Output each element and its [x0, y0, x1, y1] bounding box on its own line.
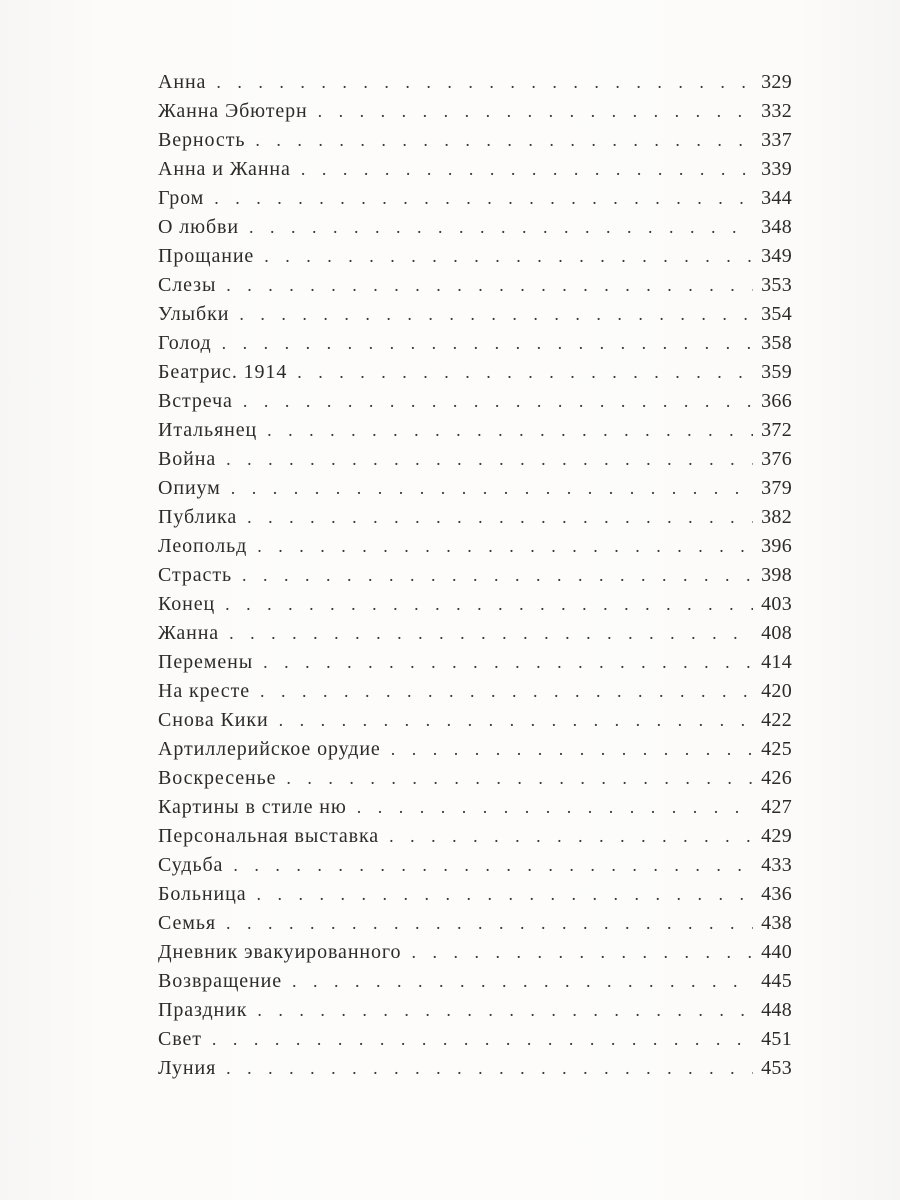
toc-entry — [158, 1054, 792, 1083]
toc-entry — [158, 242, 792, 271]
toc-entry-page-number: 453 — [761, 1057, 792, 1079]
toc-entry-page-number: 420 — [761, 680, 792, 702]
toc-entry-page-number: 445 — [761, 970, 792, 992]
toc-entry-page-number: 337 — [761, 129, 792, 151]
table-of-contents — [158, 68, 792, 1083]
toc-entry — [158, 503, 792, 532]
toc-entry-page-number: 427 — [761, 796, 792, 818]
toc-entry-title: Беатрис. 1914 — [158, 361, 288, 383]
toc-entry-title: Дневник эвакуированного — [158, 941, 402, 963]
toc-entry-title: Жанна Эбютерн — [158, 100, 308, 122]
toc-entry — [158, 793, 792, 822]
toc-entry-title: Война — [158, 448, 217, 470]
toc-entry-page-number: 344 — [761, 187, 792, 209]
toc-entry — [158, 184, 792, 213]
toc-entry — [158, 387, 792, 416]
toc-entry-title: Картины в стиле ню — [158, 796, 347, 818]
toc-entry-page-number: 396 — [761, 535, 792, 557]
toc-entry-title: Воскресенье — [158, 767, 277, 789]
dot-leader — [249, 213, 753, 242]
toc-entry-title: Конец — [158, 593, 216, 615]
toc-entry-page-number: 440 — [761, 941, 792, 963]
toc-entry-title: Возвращение — [158, 970, 283, 992]
dot-leader — [214, 184, 753, 213]
toc-entry-page-number: 438 — [761, 912, 792, 934]
toc-entry-page-number: 353 — [761, 274, 792, 296]
toc-entry-page-number: 433 — [761, 854, 792, 876]
toc-entry — [158, 880, 792, 909]
toc-entry — [158, 474, 792, 503]
toc-entry-page-number: 429 — [761, 825, 792, 847]
dot-leader — [257, 996, 753, 1025]
dot-leader — [260, 677, 753, 706]
toc-entry — [158, 155, 792, 184]
dot-leader — [297, 358, 753, 387]
dot-leader — [357, 793, 753, 822]
toc-entry-title: Улыбки — [158, 303, 230, 325]
dot-leader — [391, 735, 753, 764]
dot-leader — [225, 590, 753, 619]
toc-entry-title: Анна — [158, 71, 207, 93]
toc-entry — [158, 561, 792, 590]
toc-entry-title: Персональная выставка — [158, 825, 380, 847]
dot-leader — [216, 68, 753, 97]
dot-leader — [267, 416, 753, 445]
toc-entry-title: Итальянец — [158, 419, 258, 441]
toc-entry — [158, 213, 792, 242]
toc-entry — [158, 1025, 792, 1054]
toc-entry-page-number: 426 — [761, 767, 792, 789]
toc-entry-title: Снова Кики — [158, 709, 269, 731]
toc-entry-title: Встреча — [158, 390, 233, 412]
toc-entry-title: Прощание — [158, 245, 255, 267]
toc-entry-page-number: 332 — [761, 100, 792, 122]
toc-entry-page-number: 348 — [761, 216, 792, 238]
toc-entry-title: Артиллерийское орудие — [158, 738, 381, 760]
toc-entry-title: Страсть — [158, 564, 232, 586]
toc-entry-page-number: 448 — [761, 999, 792, 1021]
toc-entry — [158, 967, 792, 996]
toc-entry-page-number: 408 — [761, 622, 792, 644]
toc-entry — [158, 938, 792, 967]
toc-entry-title: Публика — [158, 506, 238, 528]
toc-entry-page-number: 422 — [761, 709, 792, 731]
toc-entry-title: Верность — [158, 129, 246, 151]
toc-entry — [158, 358, 792, 387]
toc-entry-page-number: 414 — [761, 651, 792, 673]
toc-entry-page-number: 354 — [761, 303, 792, 325]
toc-entry-title: Праздник — [158, 999, 248, 1021]
toc-entry-page-number: 359 — [761, 361, 792, 383]
dot-leader — [301, 155, 753, 184]
dot-leader — [222, 329, 753, 358]
toc-entry — [158, 68, 792, 97]
toc-entry — [158, 909, 792, 938]
dot-leader — [212, 1025, 753, 1054]
toc-entry-page-number: 425 — [761, 738, 792, 760]
toc-entry — [158, 822, 792, 851]
toc-entry-page-number: 403 — [761, 593, 792, 615]
toc-entry-page-number: 436 — [761, 883, 792, 905]
toc-entry — [158, 97, 792, 126]
toc-entry — [158, 996, 792, 1025]
dot-leader — [257, 880, 754, 909]
toc-entry — [158, 735, 792, 764]
toc-entry — [158, 300, 792, 329]
toc-entry-title: Жанна — [158, 622, 220, 644]
dot-leader — [263, 648, 753, 677]
toc-entry-title: О любви — [158, 216, 239, 238]
toc-entry — [158, 619, 792, 648]
dot-leader — [226, 1054, 753, 1083]
toc-entry-title: Гром — [158, 187, 205, 209]
toc-entry-title: Леопольд — [158, 535, 248, 557]
dot-leader — [247, 503, 753, 532]
toc-entry-title: Судьба — [158, 854, 224, 876]
dot-leader — [389, 822, 753, 851]
toc-entry-title: Больница — [158, 883, 247, 905]
toc-entry-title: Голод — [158, 332, 212, 354]
toc-entry — [158, 648, 792, 677]
toc-entry-title: На кресте — [158, 680, 251, 702]
toc-entry — [158, 851, 792, 880]
toc-entry-page-number: 349 — [761, 245, 792, 267]
dot-leader — [264, 242, 753, 271]
dot-leader — [411, 938, 753, 967]
toc-entry — [158, 590, 792, 619]
toc-entry — [158, 329, 792, 358]
toc-entry-title: Анна и Жанна — [158, 158, 291, 180]
toc-entry — [158, 271, 792, 300]
toc-entry — [158, 126, 792, 155]
dot-leader — [242, 561, 753, 590]
toc-entry — [158, 764, 792, 793]
toc-entry — [158, 416, 792, 445]
dot-leader — [231, 474, 753, 503]
toc-entry-title: Слезы — [158, 274, 217, 296]
toc-entry-title: Луния — [158, 1057, 217, 1079]
toc-entry-title: Семья — [158, 912, 216, 934]
toc-entry-title: Свет — [158, 1028, 202, 1050]
dot-leader — [226, 909, 753, 938]
toc-entry-page-number: 379 — [761, 477, 792, 499]
dot-leader — [255, 126, 753, 155]
toc-entry-title: Перемены — [158, 651, 254, 673]
dot-leader — [229, 619, 753, 648]
dot-leader — [243, 387, 753, 416]
dot-leader — [226, 271, 753, 300]
toc-entry-page-number: 372 — [761, 419, 792, 441]
toc-entry — [158, 677, 792, 706]
toc-entry — [158, 445, 792, 474]
toc-entry-page-number: 376 — [761, 448, 792, 470]
dot-leader — [233, 851, 753, 880]
toc-entry — [158, 706, 792, 735]
toc-entry — [158, 532, 792, 561]
dot-leader — [226, 445, 753, 474]
toc-entry-page-number: 329 — [761, 71, 792, 93]
toc-entry-page-number: 398 — [761, 564, 792, 586]
dot-leader — [257, 532, 753, 561]
dot-leader — [239, 300, 753, 329]
toc-entry-page-number: 366 — [761, 390, 792, 412]
toc-entry-page-number: 451 — [761, 1028, 792, 1050]
toc-entry-title: Опиум — [158, 477, 221, 499]
toc-entry-page-number: 339 — [761, 158, 792, 180]
toc-entry-page-number: 358 — [761, 332, 792, 354]
toc-entry-page-number: 382 — [761, 506, 792, 528]
dot-leader — [318, 97, 753, 126]
dot-leader — [292, 967, 753, 996]
dot-leader — [286, 764, 753, 793]
dot-leader — [279, 706, 754, 735]
